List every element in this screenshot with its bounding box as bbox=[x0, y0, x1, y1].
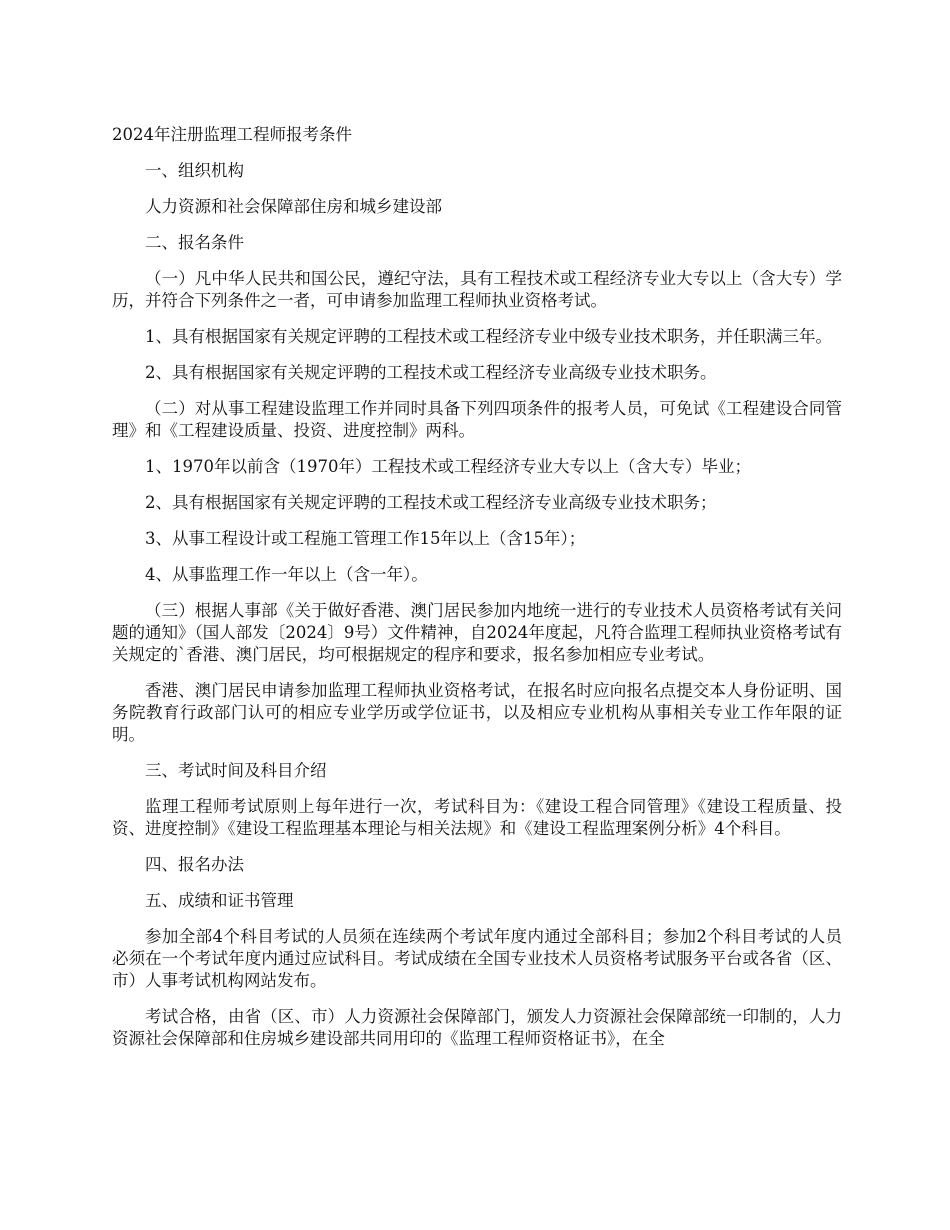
list-item: 4、从事监理工作一年以上（含一年）。 bbox=[145, 565, 428, 584]
paragraph: 监理工程师考试原则上每年进行一次，考试科目为：《建设工程合同管理》《建设工程质量、投资、进度控制》《建设工程监理基本理论与相关法规》和《建设工程监理案例分析》4个科目。 bbox=[112, 797, 842, 838]
section-heading-organization: 一、组织机构 bbox=[145, 161, 244, 180]
list-item: 3、从事工程设计或工程施工管理工作15年以上（含15年）； bbox=[145, 529, 586, 548]
section-heading-registration: 四、报名办法 bbox=[145, 855, 244, 874]
paragraph: （二）对从事工程建设监理工作并同时具备下列四项条件的报考人员，可免试《工程建设合同管理》和《工程建设质量、投资、进度控制》两科。 bbox=[112, 399, 842, 440]
section-heading-exam-schedule: 三、考试时间及科目介绍 bbox=[145, 761, 327, 780]
section-heading-results-certificates: 五、成绩和证书管理 bbox=[145, 891, 294, 910]
paragraph: 人力资源和社会保障部住房和城乡建设部 bbox=[145, 197, 442, 216]
paragraph: 香港、澳门居民申请参加监理工程师执业资格考试，在报名时应向报名点提交本人身份证明、国务院教育行政部门认可的相应专业学历或学位证书，以及相应专业机构从事相关专业工作年限的证明。 bbox=[112, 681, 842, 744]
document-title: 2024年注册监理工程师报考条件 bbox=[112, 125, 352, 144]
list-item: 1、具有根据国家有关规定评聘的工程技术或工程经济专业中级专业技术职务，并任职满三年。 bbox=[145, 327, 832, 346]
paragraph: （三）根据人事部《关于做好香港、澳门居民参加内地统一进行的专业技术人员资格考试有关问题的通知》（国人部发〔2024〕9号）文件精神，自2024年度起，凡符合监理工程师执业资格考试有关规定的`香港、澳门居民，均可根据规定的程序和要求，报名参加相应专业考试。 bbox=[112, 601, 842, 664]
list-item: 2、具有根据国家有关规定评聘的工程技术或工程经济专业高级专业技术职务。 bbox=[145, 363, 717, 382]
paragraph: 参加全部4个科目考试的人员须在连续两个考试年度内通过全部科目；参加2个科目考试的人员必须在一个考试年度内通过应试科目。考试成绩在全国专业技术人员资格考试服务平台或各省（区、市）人事考试机构网站发布。 bbox=[112, 927, 842, 990]
paragraph: （一）凡中华人民共和国公民，遵纪守法，具有工程技术或工程经济专业大专以上（含大专）学历，并符合下列条件之一者，可申请参加监理工程师执业资格考试。 bbox=[112, 269, 842, 310]
list-item: 2、具有根据国家有关规定评聘的工程技术或工程经济专业高级专业技术职务； bbox=[145, 493, 717, 512]
paragraph: 考试合格，由省（区、市）人力资源社会保障部门，颁发人力资源社会保障部统一印制的，人力资源社会保障部和住房城乡建设部共同用印的《监理工程师资格证书》，在全 bbox=[112, 1007, 842, 1048]
section-heading-requirements: 二、报名条件 bbox=[145, 233, 244, 252]
list-item: 1、1970年以前含（1970年）工程技术或工程经济专业大专以上（含大专）毕业； bbox=[145, 457, 751, 476]
document-body bbox=[112, 124, 842, 1064]
